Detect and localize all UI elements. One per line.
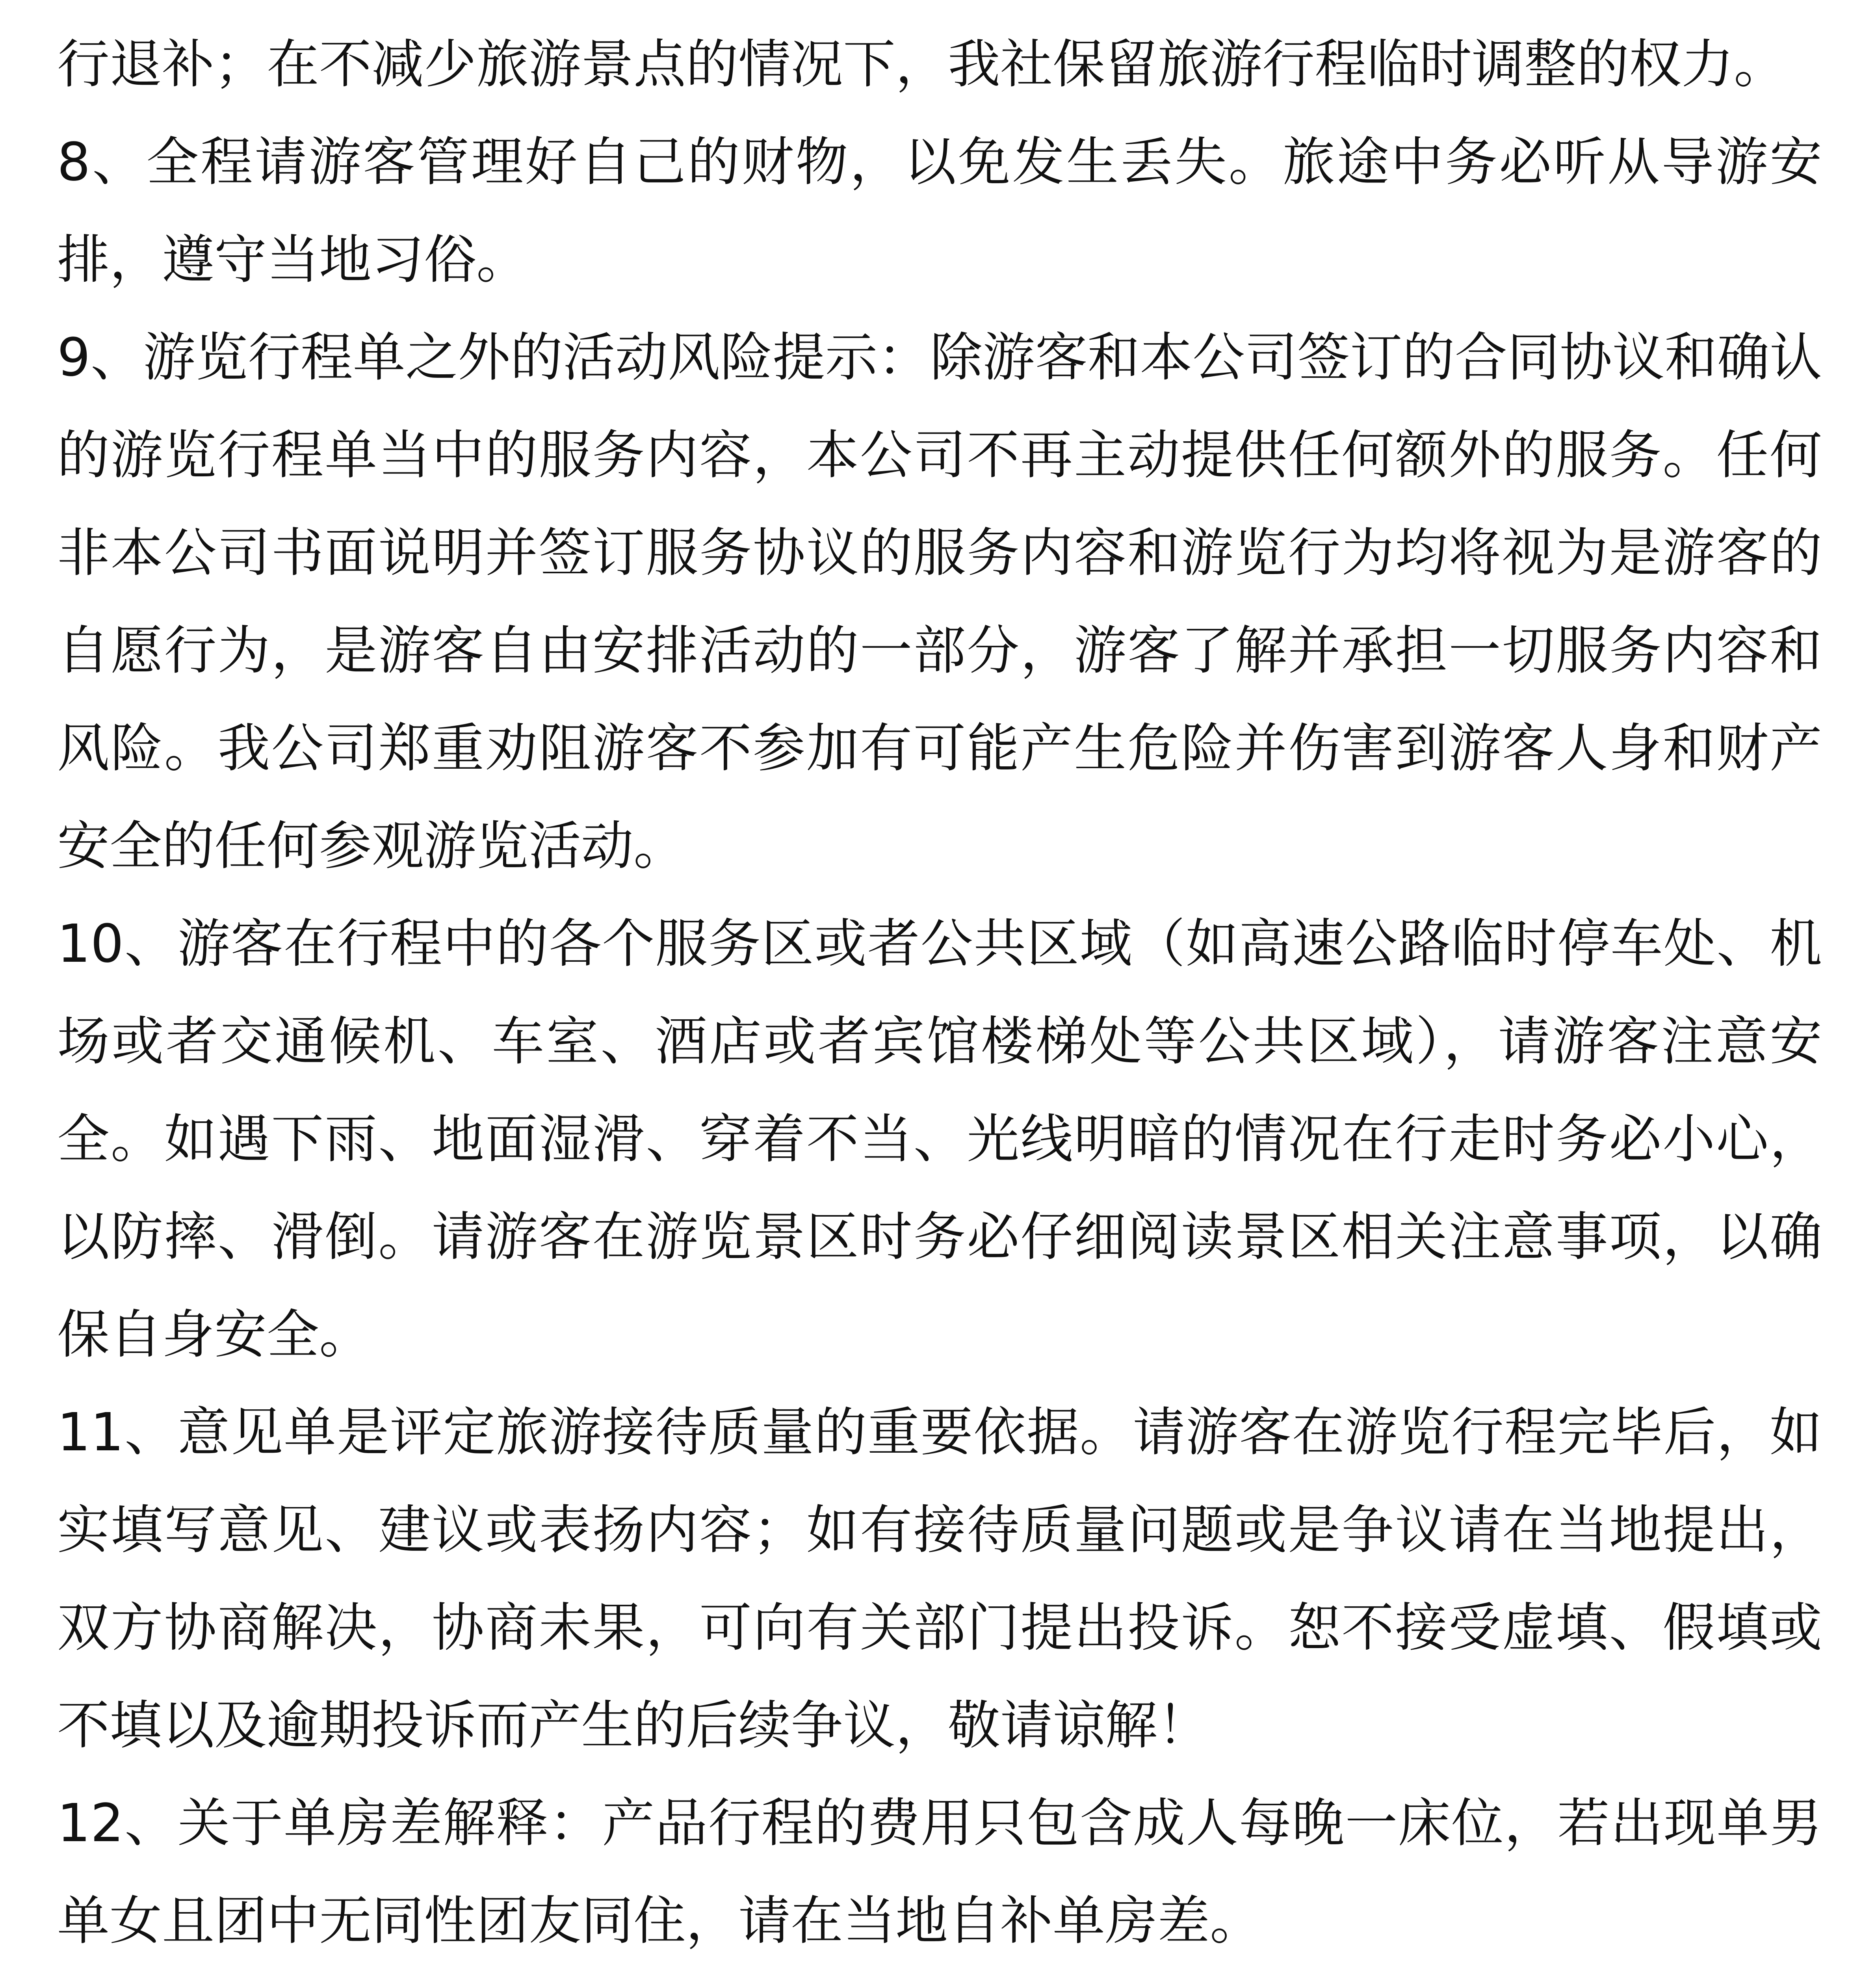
- paragraph-item-12: 12、关于单房差解释：产品行程的费用只包含成人每晚一床位，若出现单男单女且团中无同性团友同住，请在当地自补单房差。: [57, 1793, 1822, 1951]
- paragraph-item-9: 9、游览行程单之外的活动风险提示：除游客和本公司签订的合同协议和确认的游览行程单当中的服务内容，本公司不再主动提供任何额外的服务。任何非本公司书面说明并签订服务协议的服务内容和游览行为均将视为是游客的自愿行为，是游客自由安排活动的一部分，游客了解并承担一切服务内容和风险。我公司郑重劝阻游客不参加有可能产生危险并伤害到游客人身和财产安全的任何参观游览活动。: [57, 327, 1822, 877]
- paragraph-continuation: 行退补；在不减少旅游景点的情况下，我社保留旅游行程临时调整的权力。: [57, 34, 1786, 95]
- document-body: [57, 16, 1822, 1970]
- paragraph-item-11: 11、意见单是评定旅游接待质量的重要依据。请游客在游览行程完毕后，如实填写意见、建议或表扬内容；如有接待质量问题或是争议请在当地提出，双方协商解决，协商未果，可向有关部门提出投诉。恕不接受虚填、假填或不填以及逾期投诉而产生的后续争议，敬请谅解！: [57, 1402, 1822, 1756]
- paragraph-item-8: 8、全程请游客管理好自己的财物，以免发生丢失。旅途中务必听从导游安排，遵守当地习俗。: [57, 132, 1822, 290]
- paragraph-item-10: 10、游客在行程中的各个服务区或者公共区域（如高速公路临时停车处、机场或者交通候机、车室、酒店或者宾馆楼梯处等公共区域），请游客注意安全。如遇下雨、地面湿滑、穿着不当、光线明暗的情况在行走时务必小心，以防摔、滑倒。请游客在游览景区时务必仔细阅读景区相关注意事项，以确保自身安全。: [57, 914, 1822, 1365]
